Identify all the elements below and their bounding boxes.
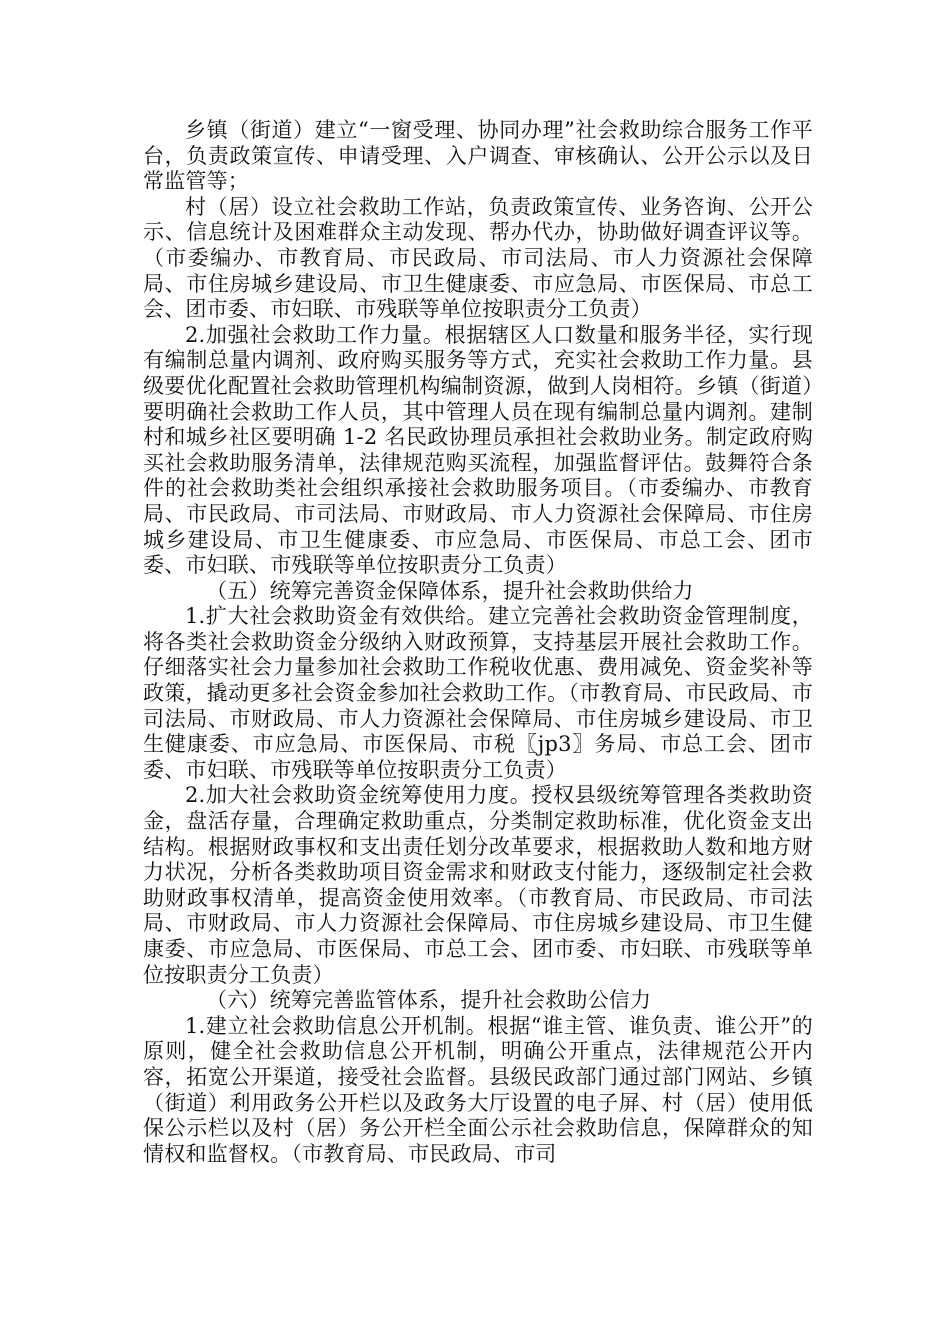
section-heading-supervision: （六）统筹完善监管体系，提升社会救助公信力 (206, 988, 652, 1013)
paragraph-village-station: 村（居）设立社会救助工作站，负责政策宣传、业务咨询、公开公示、信息统计及困难群众主动发现、帮办代办，协助做好调查评议等。（市委编办、市教育局、市民政局、市司法局、市人力资源社会保障局、市住房城乡建设局、市卫生健康委、市应急局、市医保局、市总工会、团市委、市妇联、市残联等单位按职责分工负责） (143, 194, 813, 322)
paragraph-township-platform: 乡镇（街道）建立“一窗受理、协同办理”社会救助综合服务工作平台，负责政策宣传、申请受理、入户调查、审核确认、公开公示以及日常监管等； (143, 118, 813, 194)
paragraph-funding-supply: 1.扩大社会救助资金有效供给。建立完善社会救助资金管理制度，将各类社会救助资金分级纳入财政预算，支持基层开展社会救助工作。仔细落实社会力量参加社会救助工作税收优惠、费用减免、资金奖补等政策，撬动更多社会资金参加社会救助工作。（市教育局、市民政局、市司法局、市财政局、市人力资源社会保障局、市住房城乡建设局、市卫生健康委、市应急局、市医保局、市税〖jp3〗务局、市总工会、团市委、市妇联、市残联等单位按职责分工负责） (143, 604, 813, 782)
paragraph-funding-coordination: 2.加大社会救助资金统筹使用力度。授权县级统筹管理各类救助资金，盘活存量，合理确定救助重点，分类制定救助标准，优化资金支出结构。根据财政事权和支出责任划分改革要求，根据救助人数和地方财力状况，分析各类救助项目资金需求和财政支付能力，逐级制定社会救助财政事权清单，提高资金使用效率。（市教育局、市民政局、市司法局、市财政局、市人力资源社会保障局、市住房城乡建设局、市卫生健康委、市应急局、市医保局、市总工会、团市委、市妇联、市残联等单位按职责分工负责） (143, 783, 813, 987)
section-heading-funding: （五）统筹完善资金保障体系，提升社会救助供给力 (206, 578, 694, 603)
paragraph-workforce: 2.加强社会救助工作力量。根据辖区人口数量和服务半径，实行现有编制总量内调剂、政府购买服务等方式，充实社会救助工作力量。县级要优化配置社会救助管理机构编制资源，做到人岗相符。乡镇（街道）要明确社会救助工作人员，其中管理人员在现有编制总量内调剂。建制村和城乡社区要明确 1-2 名民政协理员承担社会救助业务。制定政府购买社会救助服务清单，法律规范购买流程，加强监督评估。鼓舞符合条件的社会救助类社会组织承接社会救助服务项目。（市委编办、市教育局、市民政局、市司法局、市财政局、市人力资源社会保障局、市住房城乡建设局、市卫生健康委、市应急局、市医保局、市总工会、团市委、市妇联、市残联等单位按职责分工负责） (143, 322, 813, 578)
paragraph-information-disclosure: 1.建立社会救助信息公开机制。根据“谁主管、谁负责、谁公开”的原则，健全社会救助信息公开机制，明确公开重点，法律规范公开内容，拓宽公开渠道，接受社会监督。县级民政部门通过部门网站、乡镇（街道）利用政务公开栏以及政务大厅设置的电子屏、村（居）使用低保公示栏以及村（居）务公开栏全面公示社会救助信息，保障群众的知情权和监督权。（市教育局、市民政局、市司 (143, 1013, 813, 1166)
document-page (143, 118, 813, 1167)
